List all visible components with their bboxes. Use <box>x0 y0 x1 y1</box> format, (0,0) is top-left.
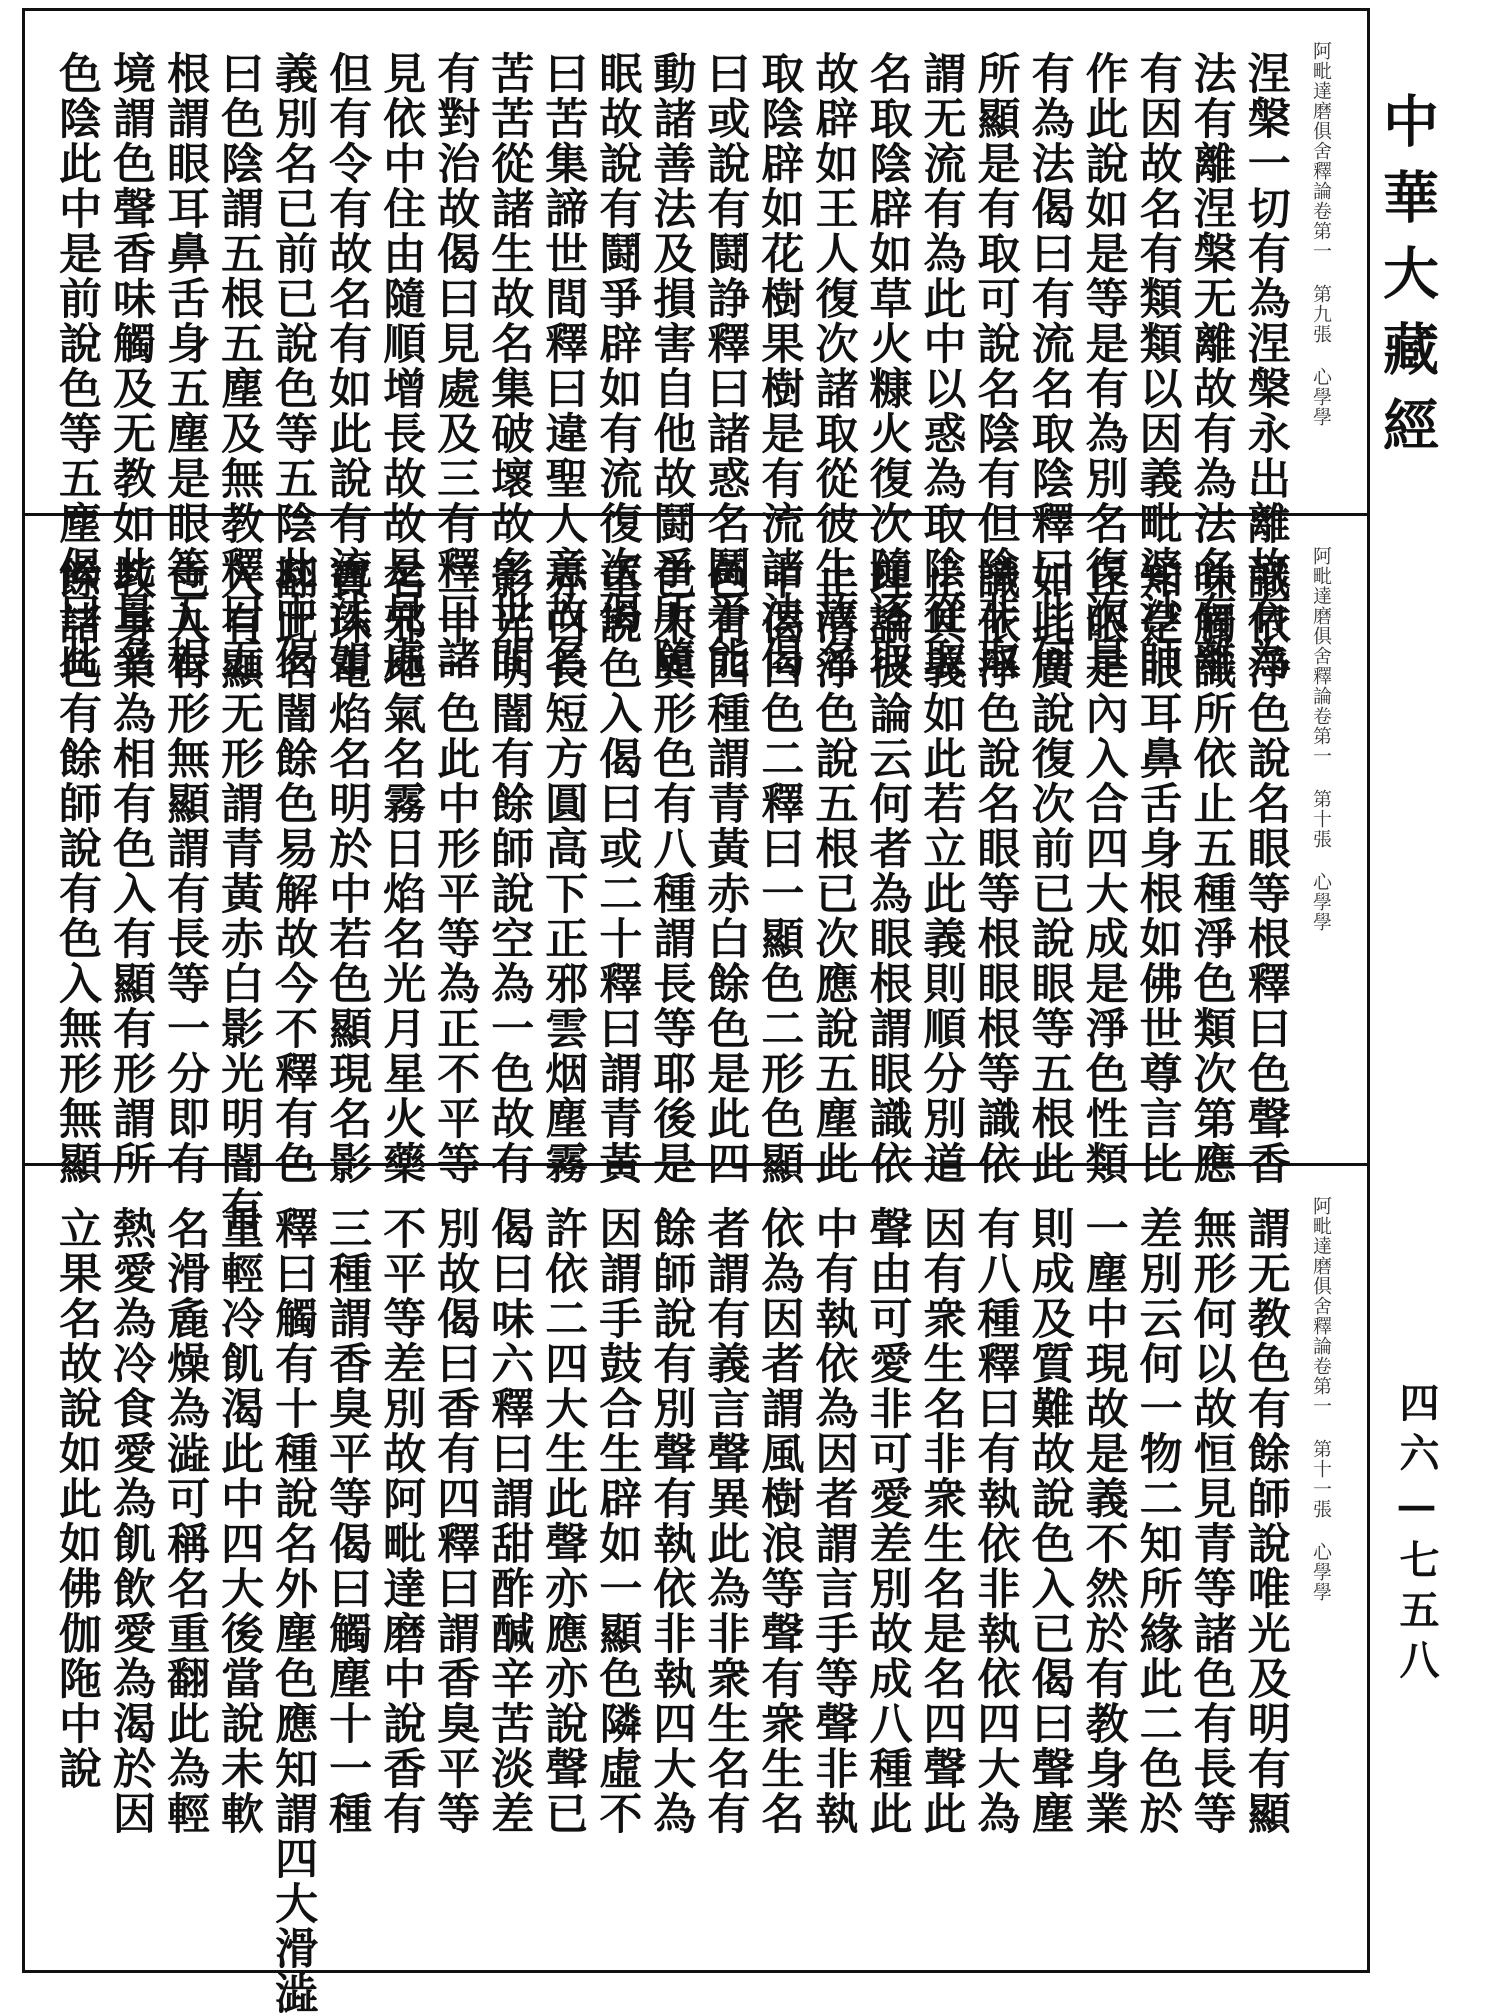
text-column: 色未異形色有八種謂長等耶後是 <box>646 556 697 1186</box>
text-column: 味觸識所依止五種淨色類次第應 <box>1186 556 1237 1186</box>
panel-columns <box>52 556 1291 1231</box>
text-column: 中偈曰色二釋曰一顯色二形色顯 <box>754 556 805 1186</box>
text-panel-2 <box>25 516 1367 1231</box>
text-column: 者謂有義言聲異此為非衆生名有 <box>700 1206 751 1836</box>
text-column: 境謂色聲香味觸及无教如此量名 <box>106 51 157 681</box>
text-column: 理論彼論云何者為眼根謂眼識依 <box>862 556 913 1186</box>
text-column: 色陰此中是前說色等五塵偈曰此 <box>52 51 102 681</box>
text-column: 動諸善法及損害自他故鬪爭所隨 <box>646 51 697 681</box>
text-column: 曰苦集諦世間釋曰違聖人意故名 <box>538 51 589 681</box>
text-column: 取陰辟如花樹果樹是有流諸法偈 <box>754 51 805 681</box>
text-panel-1 <box>25 11 1367 681</box>
text-column: 丘眼是內入合四大成是淨色性類 <box>1078 556 1129 1186</box>
text-column: 有八種釋曰有執依非執依四大為 <box>970 1206 1021 1836</box>
text-column: 但有令有故名有如此說有流法如 <box>322 51 373 681</box>
panel-header: 阿毗達磨俱舍釋論卷第一 第九張 心學學 <box>1310 41 1332 427</box>
text-column: 立果名故說如此如佛伽陁中說 <box>52 1206 102 1791</box>
text-column: 影光明闇有餘師說空為一色故有 <box>484 556 535 1186</box>
text-column: 名取陰辟如草火糠火復次隨逐取 <box>862 51 913 681</box>
text-column: 苦苦從諸生故名集破壞故名世間 <box>484 51 535 681</box>
text-column: 寶珠電焰名明於中若色顯現名影 <box>322 556 373 1186</box>
text-column: 所顯是有取可說名陰有但陰非取 <box>970 51 1021 681</box>
text-column: 名滑麁燥為澁可稱名重翻此為輕 <box>160 1206 211 1836</box>
text-column: 止其義如此若立此義則順分別道 <box>916 556 967 1186</box>
text-column: 有因故名有類類以因義毗婆沙師 <box>1132 51 1183 681</box>
text-column: 有對治故偈曰見處及三有釋曰諸 <box>430 51 481 681</box>
text-column: 聲由可愛非可愛差別故成八種此 <box>862 1206 913 1836</box>
text-column: 見依中住由隨順增長故故是見處 <box>376 51 427 681</box>
panel-columns <box>52 1206 1291 2016</box>
text-column: 偈曰味六釋曰謂甜酢醎辛苦淡差 <box>484 1206 535 1836</box>
text-column: 則成及質難故說色入已偈曰聲塵 <box>1024 1206 1075 1836</box>
text-column: 許依二四大生此聲亦應亦說聲已 <box>538 1206 589 1836</box>
text-column: 熱愛為冷食愛為飢飲愛為渴於因 <box>106 1206 157 1836</box>
text-column: 一塵中現故是義不然於有教身業 <box>1078 1206 1129 1836</box>
text-column: 依為因者謂風樹浪等聲有衆生名 <box>754 1206 805 1836</box>
text-column: 眠故說有鬪爭辟如有流復次偈 <box>592 51 643 636</box>
text-panel-3 <box>25 1166 1367 2016</box>
panel-header: 阿毗達磨俱舍釋論卷第一 第十張 心學學 <box>1310 546 1332 932</box>
text-column: 中有執依為因者謂言手等聲非執 <box>808 1206 859 1836</box>
text-column: 別故偈曰香有四釋曰謂香臭平等 <box>430 1206 481 1836</box>
text-column: 餘師說有別聲有執依非執四大為 <box>646 1206 697 1836</box>
text-column: 重輕冷飢渴此中四大後當說未軟 <box>214 1206 265 1836</box>
text-column: 釋曰觸有十種說名外塵色應知謂四大滑澁 <box>268 1206 319 2016</box>
text-column: 根謂眼耳鼻舌身五塵是眼等五根 <box>160 51 211 681</box>
text-column: 法有離涅槃无離故有為法名有離 <box>1186 51 1237 681</box>
page-number: 四六—七五八 <box>1393 1382 1440 1689</box>
text-column: 二十一色此中形平等為正不平等 <box>430 556 481 1186</box>
text-column: 識依淨色說名眼等根釋曰色聲香 <box>1240 556 1291 1186</box>
text-column: 名邪地氣名霧日焰名光月星火藥 <box>376 556 427 1186</box>
text-column: 赤白長短方圓高下正邪雲烟塵霧 <box>538 556 589 1186</box>
text-column: 義別名已前已說色等五陰此中偈 <box>268 51 319 681</box>
panel-header: 阿毗達磨俱舍釋論卷第一 第十一張 心學學 <box>1310 1196 1332 1602</box>
text-column: 色有四種謂青黃赤白餘色是此四 <box>700 556 751 1186</box>
text-column: 曰或說有鬪諍釋曰諸惑名鬪爭能 <box>700 51 751 681</box>
text-column: 知是眼耳鼻舌身根如佛世尊言比 <box>1132 556 1183 1186</box>
text-column: 入有顯无形謂青黃赤白影光明闇有 <box>214 556 265 1231</box>
text-column: 三種謂香臭平等偈曰觸塵十一種 <box>322 1206 373 1836</box>
page-frame <box>22 8 1370 2016</box>
collection-title: 中華大藏經 <box>1374 92 1440 472</box>
text-column: 涅槃一切有為涅槃永出離故有為 <box>1240 51 1291 681</box>
text-column: 翻此名闇餘色易解故今不釋有色 <box>268 556 319 1186</box>
text-column: 教身業為相有色入有顯有形謂所 <box>106 556 157 1186</box>
text-column: 重說色入偈曰或二十釋曰謂青黃 <box>592 556 643 1186</box>
text-column: 有為法偈曰有流名取陰釋曰此何 <box>1024 51 1075 681</box>
text-column: 無形何以故恒見青等諸色有長等 <box>1186 1206 1237 1836</box>
text-column: 止清淨色說五根已次應說五塵此 <box>808 556 859 1186</box>
text-column: 餘諸色有餘師說有色入無形無顯 <box>52 556 102 1186</box>
text-column: 因有衆生名非衆生名是名四聲此 <box>916 1206 967 1836</box>
text-column: 曰色陰謂五根五塵及無教釋曰五 <box>214 51 265 681</box>
text-column: 差別云何一物二知所緣此二色於 <box>1132 1206 1183 1836</box>
text-column: 色入有形無顯謂有長等一分即有 <box>160 556 211 1186</box>
text-column: 謂无流有為此中以惑為取陰從取 <box>916 51 967 681</box>
text-column: 如此廣說復次前已說眼等五根此 <box>1024 556 1075 1186</box>
text-column: 因謂手鼓合生辟如一顯色隣虛不 <box>592 1206 643 1836</box>
text-column: 作此說如是等是有為別名復次是 <box>1078 51 1129 681</box>
text-column: 故辟如王人復次諸取從彼生故名 <box>808 51 859 681</box>
text-column: 不平等差別故阿毗達磨中說香有 <box>376 1206 427 1836</box>
text-column: 識依淨色說名眼等根眼根等識依 <box>970 556 1021 1186</box>
text-column: 謂无教色有餘師說唯光及明有顯 <box>1240 1206 1291 1836</box>
